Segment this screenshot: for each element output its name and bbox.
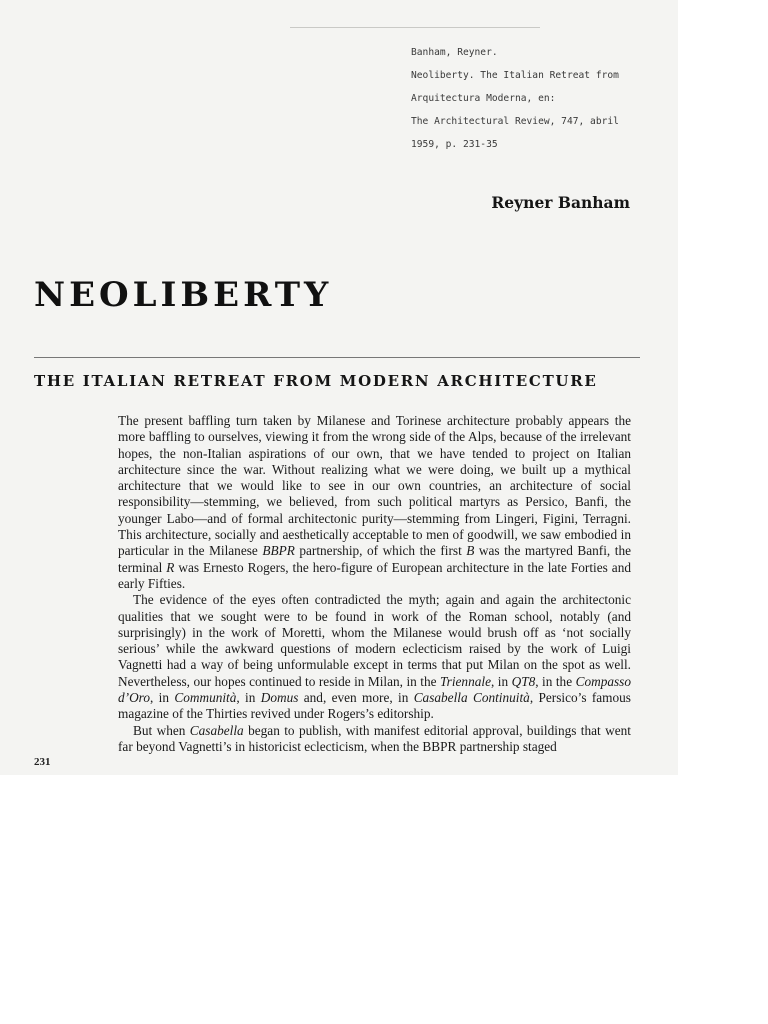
paragraph-text: and, even more, in — [298, 690, 414, 706]
citation-line: The Architectural Review, 747, abril — [411, 116, 619, 128]
italic-text: Casabella Continuità — [413, 690, 530, 706]
author-name: Reyner Banham — [491, 193, 630, 212]
paragraph-text: But when — [133, 722, 190, 738]
italic-text: R — [166, 559, 175, 575]
body-paragraph — [118, 413, 631, 592]
page-number: 231 — [34, 756, 51, 768]
citation-line: Neoliberty. The Italian Retreat from — [411, 69, 619, 81]
paragraph-text: , in — [236, 690, 261, 706]
italic-text: BBPR — [262, 543, 295, 559]
top-divider — [290, 27, 540, 28]
paragraph-text: , in — [490, 673, 512, 689]
paragraph-text: The evidence of the eyes often contradicted the myth; again and again the architectonic qualities that we sought were to be found in work of the Roman school, notably (and surprisingly) in the work of Moretti, whom the Milanese would brush off as ‘not socially serious’ while the awkward questions of modern eclecticism raised by the work of Luigi Vagnetti had a way of being unformulable except in terms that put Milan on the spot as well. Nevertheless, our hopes continued to reside in Milan, in the — [118, 592, 631, 689]
bibliographic-citation — [411, 35, 671, 163]
paragraph-text: partnership, of which the first — [294, 543, 467, 559]
article-subtitle: THE ITALIAN RETREAT FROM MODERN ARCHITECTURE — [34, 372, 598, 390]
title-rule — [34, 357, 640, 358]
article-body — [118, 413, 631, 755]
citation-line: Banham, Reyner. — [411, 46, 498, 58]
paragraph-text: , in the — [535, 673, 576, 689]
paragraph-text: was the martyred Banfi, the terminal — [118, 543, 631, 575]
paragraph-text: was Ernesto Rogers, the hero-figure of European architecture in the late Forties and early Fifties. — [118, 559, 631, 591]
italic-text: B — [466, 543, 475, 559]
citation-line: Arquitectura Moderna, en: — [411, 92, 556, 104]
body-paragraph — [118, 592, 631, 722]
paragraph-text: The present baffling turn taken by Milanese and Torinese architecture probably appears the more baffling to ourselves, viewing it from the wrong side of the Alps, because of the irrelevant hopes, the non-Italian aspirations of our own, that we have tended to project on Italian architecture since the war. Without realizing what we were doing, we built up a mythical architecture that we would like to see in our own countries, an architecture of social responsibility—stemming, we believed, from such political martyrs as Persico, Banfi, the younger Labo—and of formal architectonic purity—stemming from Lingeri, Figini, Terragni. This architecture, socially and aesthetically acceptable to men of goodwill, we saw embodied in particular in the Milanese — [118, 413, 631, 559]
paragraph-text: , in — [150, 690, 175, 706]
paragraph-text: began to publish, with manifest editorial approval, buildings that went far beyond Vagnetti’s in historicist eclecticism, when the BBPR partnership staged — [118, 722, 631, 754]
italic-text: Casabella — [189, 722, 244, 738]
citation-line: 1959, p. 231-35 — [411, 139, 498, 151]
paragraph-text: , Persico’s famous magazine of the Thirties revived under Rogers’s editorship. — [118, 690, 631, 722]
body-paragraph — [118, 723, 631, 756]
article-title: NEOLIBERTY — [34, 275, 333, 315]
italic-text: Communità — [174, 690, 237, 706]
italic-text: Domus — [260, 690, 299, 706]
italic-text: Triennale — [440, 673, 491, 689]
italic-text: QT8 — [511, 673, 536, 689]
italic-text: Compasso d’Oro — [118, 673, 631, 706]
